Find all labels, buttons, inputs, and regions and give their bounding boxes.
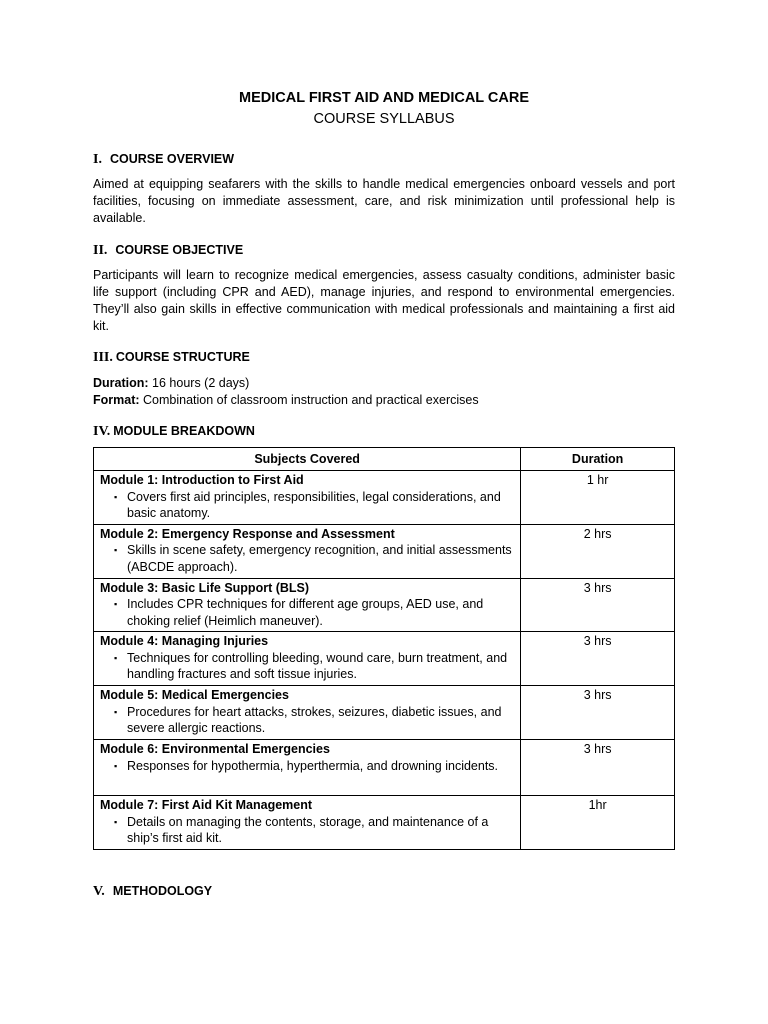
- module-title: Module 7: First Aid Kit Management: [100, 798, 313, 812]
- section-heading-structure: [93, 348, 675, 367]
- module-bullet: [100, 704, 514, 737]
- format-value: Combination of classroom instruction and practical exercises: [143, 393, 479, 407]
- module-title: Module 4: Managing Injuries: [100, 634, 269, 648]
- subject-cell: [94, 796, 521, 850]
- column-header-subjects: Subjects Covered: [94, 448, 521, 471]
- subject-cell: [94, 578, 521, 632]
- bullet-icon: ▪: [114, 760, 118, 771]
- bullet-icon: ▪: [114, 491, 118, 502]
- module-description: Skills in scene safety, emergency recognition, and initial assessments (ABCDE approach).: [127, 543, 512, 574]
- module-title: Module 1: Introduction to First Aid: [100, 473, 304, 487]
- duration-cell: 3 hrs: [521, 686, 675, 740]
- table-row: [94, 632, 675, 686]
- subject-cell: [94, 740, 521, 796]
- module-description: Techniques for controlling bleeding, wound care, burn treatment, and handling fractures and soft tissue injuries.: [127, 650, 508, 681]
- duration-value: 16 hours (2 days): [152, 376, 250, 390]
- module-title: Module 2: Emergency Response and Assessment: [100, 526, 395, 541]
- duration-cell: 2 hrs: [521, 524, 675, 578]
- module-description: Procedures for heart attacks, strokes, seizures, diabetic issues, and severe allergic reactions.: [127, 704, 502, 735]
- bullet-icon: ▪: [114, 545, 118, 555]
- subject-cell: [94, 686, 521, 740]
- section-heading-overview: [93, 150, 675, 169]
- format-line: [93, 392, 675, 409]
- duration-line: [93, 375, 675, 392]
- module-bullet: [100, 650, 514, 683]
- module-bullet: [100, 489, 514, 522]
- bullet-icon: ▪: [114, 652, 118, 663]
- section-numeral: V.: [93, 884, 105, 899]
- table-row: [94, 471, 675, 525]
- subject-cell: [94, 524, 521, 578]
- column-header-duration: Duration: [521, 448, 675, 471]
- bullet-icon: ▪: [114, 706, 118, 717]
- module-description: Details on managing the contents, storage, and maintenance of a ship’s first aid kit.: [127, 814, 489, 845]
- module-table: [93, 447, 675, 850]
- objective-paragraph: Participants will learn to recognize medical emergencies, assess casualty conditions, administer basic life support (including CPR and AED), manage injuries, and respond to environmental emergencies. They’ll also gain skills in effective communication with medical professionals and maintaining a first aid kit.: [93, 268, 675, 333]
- section-title: COURSE STRUCTURE: [115, 350, 250, 364]
- table-row: [94, 796, 675, 850]
- section-numeral: III.: [93, 350, 113, 365]
- section-heading-objective: [93, 241, 675, 260]
- section-heading-breakdown: [93, 422, 675, 441]
- table-row: [94, 578, 675, 632]
- overview-paragraph: Aimed at equipping seafarers with the skills to handle medical emergencies onboard vessels and port facilities, focusing on immediate assessment, care, and risk minimization until professional help is available.: [93, 177, 675, 225]
- module-description: Includes CPR techniques for different age groups, AED use, and choking relief (Heimlich maneuver).: [127, 597, 484, 628]
- table-row: [94, 524, 675, 578]
- duration-label: Duration:: [93, 376, 149, 390]
- subject-cell: [94, 471, 521, 525]
- section-heading-methodology: [93, 882, 212, 901]
- section-title: COURSE OBJECTIVE: [115, 243, 244, 257]
- section-numeral: II.: [93, 243, 108, 258]
- module-description: Responses for hypothermia, hyperthermia, and drowning incidents.: [127, 758, 499, 773]
- duration-cell: 3 hrs: [521, 632, 675, 686]
- duration-cell: 1hr: [521, 796, 675, 850]
- document-subtitle: COURSE SYLLABUS: [313, 111, 455, 127]
- table-row: [94, 740, 675, 796]
- table-header-row: [94, 448, 675, 471]
- format-label: Format:: [93, 393, 140, 407]
- section-title: MODULE BREAKDOWN: [113, 424, 255, 438]
- section-title: COURSE OVERVIEW: [109, 152, 235, 166]
- module-title: Module 5: Medical Emergencies: [100, 688, 289, 702]
- section-numeral: IV.: [93, 424, 111, 439]
- section-title: METHODOLOGY: [112, 884, 213, 898]
- module-bullet: [100, 814, 514, 847]
- bullet-icon: ▪: [114, 816, 118, 827]
- module-description: Covers first aid principles, responsibilities, legal considerations, and basic anatomy.: [127, 489, 501, 520]
- module-bullet: [100, 758, 514, 775]
- section-numeral: I.: [93, 152, 102, 167]
- subject-cell: [94, 632, 521, 686]
- duration-cell: 1 hr: [521, 471, 675, 525]
- bullet-icon: ▪: [114, 599, 118, 609]
- module-bullet: [100, 596, 514, 629]
- module-title: Module 3: Basic Life Support (BLS): [100, 580, 310, 595]
- document-title: MEDICAL FIRST AID AND MEDICAL CARE: [239, 90, 529, 106]
- duration-cell: 3 hrs: [521, 578, 675, 632]
- module-title: Module 6: Environmental Emergencies: [100, 742, 330, 756]
- table-row: [94, 686, 675, 740]
- module-bullet: [100, 542, 514, 575]
- duration-cell: 3 hrs: [521, 740, 675, 796]
- syllabus-page: [93, 88, 675, 899]
